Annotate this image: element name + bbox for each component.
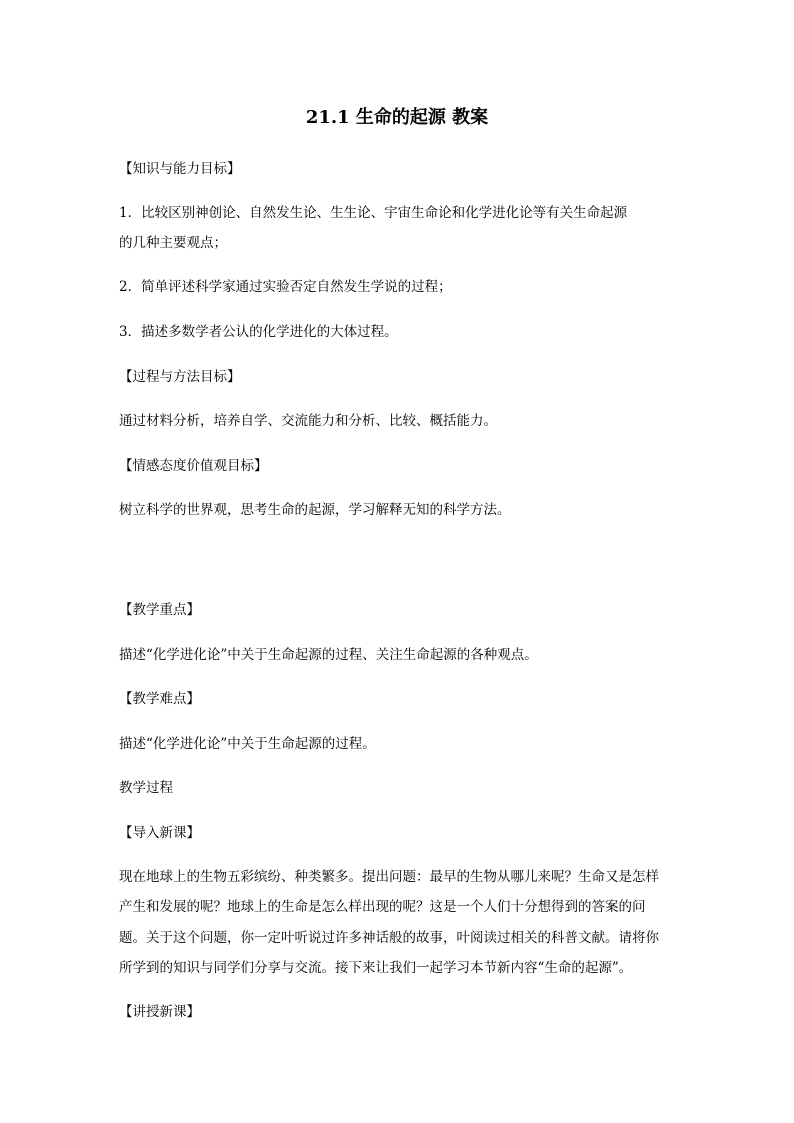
- teaching-process-label: 教学过程: [119, 780, 173, 796]
- document-title: 21.1 生命的起源 教案: [305, 107, 489, 128]
- knowledge-heading: 【知识与能力目标】: [119, 161, 241, 177]
- knowledge-item-1-line-1: 1．比较区别神创论、自然发生论、生生论、宇宙生命论和化学进化论等有关生命起源: [119, 205, 628, 221]
- intro-line-4: 所学到的知识与同学们分享与交流。接下来让我们一起学习本节新内容“生命的起源”。: [119, 960, 633, 976]
- key-text: 描述“化学进化论”中关于生命起源的过程、关注生命起源的各种观点。: [119, 647, 538, 663]
- knowledge-item-2: 2．简单评述科学家通过实验否定自然发生学说的过程；: [119, 279, 452, 295]
- intro-line-1: 现在地球上的生物五彩缤纷、种类繁多。提出问题：最早的生物从哪儿来呢？生命又是怎样: [119, 869, 659, 885]
- knowledge-item-3: 3．描述多数学者公认的化学进化的大体过程。: [119, 324, 398, 340]
- knowledge-item-1-line-2: 的几种主要观点；: [119, 235, 227, 251]
- emotion-text: 树立科学的世界观，思考生命的起源，学习解释无知的科学方法。: [119, 502, 511, 518]
- intro-line-3: 题。关于这个问题，你一定叶听说过许多神话般的故事，叶阅读过相关的科普文献。请将你: [119, 930, 659, 946]
- process-heading: 【过程与方法目标】: [119, 369, 241, 385]
- lecture-heading: 【讲授新课】: [119, 1004, 200, 1020]
- process-text: 通过材料分析，培养自学、交流能力和分析、比较、概括能力。: [119, 413, 497, 429]
- difficulty-text: 描述“化学进化论”中关于生命起源的过程。: [119, 736, 376, 752]
- intro-heading: 【导入新课】: [119, 825, 200, 841]
- emotion-heading: 【情感态度价值观目标】: [119, 458, 268, 474]
- difficulty-heading: 【教学难点】: [119, 691, 200, 707]
- key-heading: 【教学重点】: [119, 602, 200, 618]
- intro-line-2: 产生和发展的呢？地球上的生命是怎么样出现的呢？这是一个人们十分想得到的答案的问: [119, 899, 646, 915]
